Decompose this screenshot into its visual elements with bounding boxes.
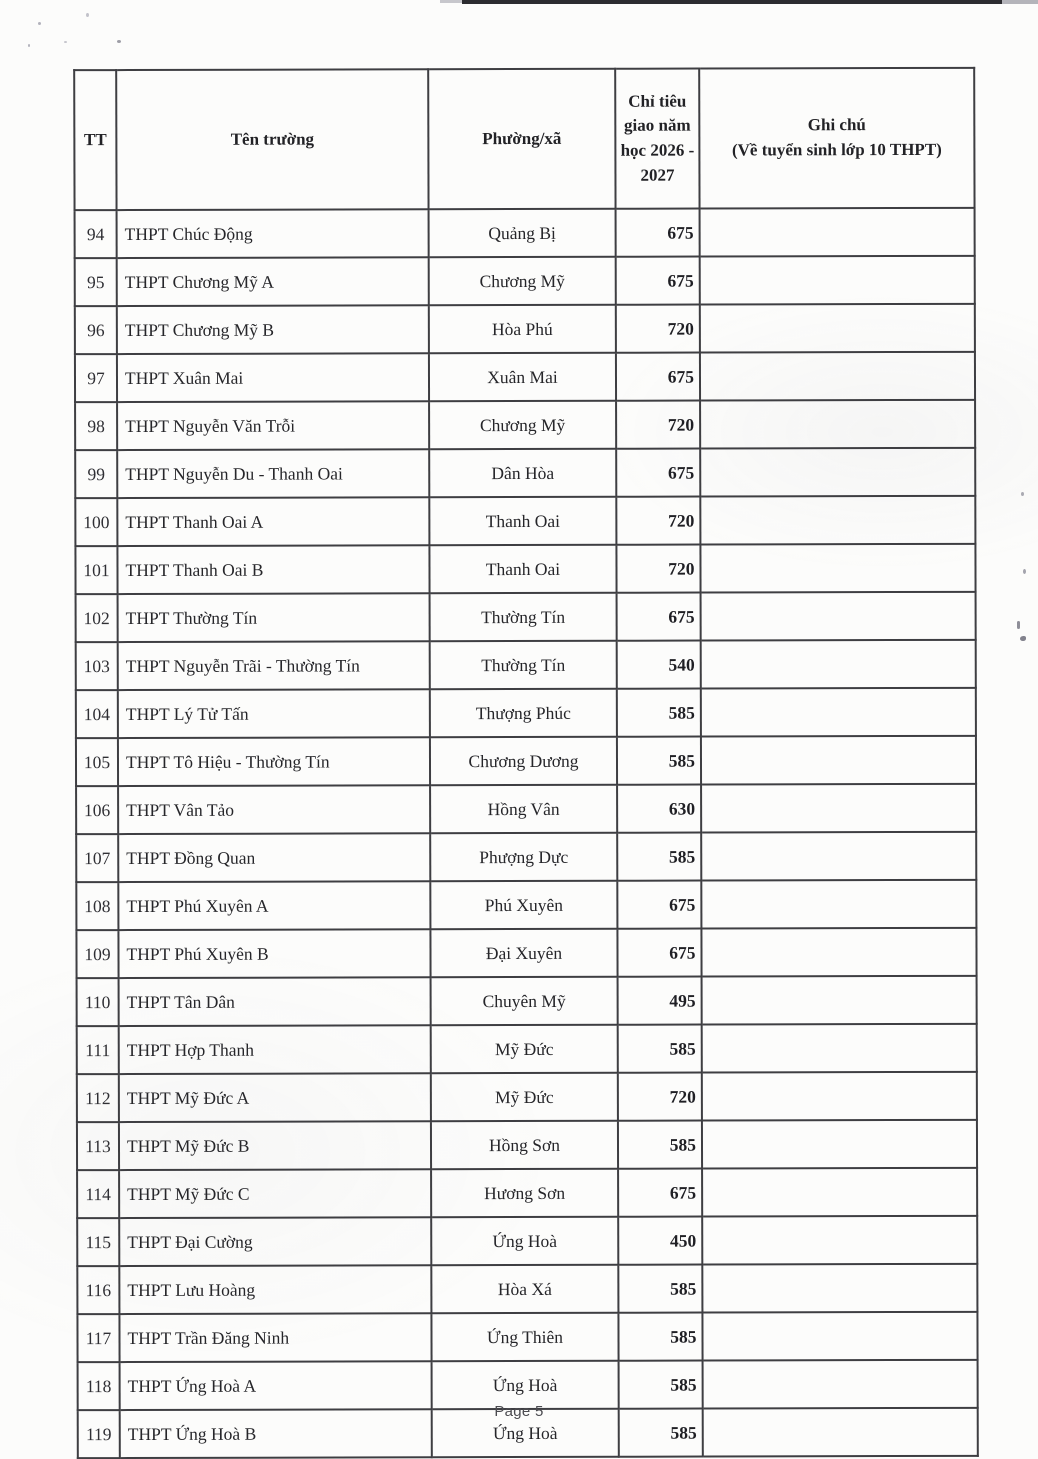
cell-school: THPT Hợp Thanh <box>119 1025 431 1074</box>
column-header-tt: TT <box>74 70 116 210</box>
cell-ward: Phú Xuyên <box>430 881 617 929</box>
cell-note <box>701 592 976 641</box>
cell-school: THPT Đồng Quan <box>118 833 430 882</box>
cell-school: THPT Phú Xuyên A <box>118 881 430 930</box>
table-row <box>76 832 976 882</box>
cell-school: THPT Chúc Động <box>117 209 429 258</box>
cell-ward: Chương Mỹ <box>429 401 616 449</box>
cell-note <box>700 544 975 593</box>
cell-tt: 105 <box>76 738 118 786</box>
cell-ward: Hồng Sơn <box>431 1121 618 1169</box>
cell-note <box>702 976 977 1025</box>
scan-artifact-top-strip-left <box>440 0 462 3</box>
table-row <box>77 1072 977 1122</box>
cell-quota: 585 <box>619 1409 703 1457</box>
cell-note <box>702 1120 977 1169</box>
table-row <box>75 544 975 594</box>
scan-artifact-top-strip <box>462 0 1002 4</box>
cell-school: THPT Thanh Oai B <box>117 545 429 594</box>
scan-speck <box>38 22 41 25</box>
table-row <box>76 928 976 978</box>
cell-tt: 110 <box>77 978 119 1026</box>
table-header-row <box>74 68 974 210</box>
scan-artifact-top-strip-right <box>1002 0 1038 4</box>
cell-quota: 585 <box>618 1313 702 1361</box>
cell-quota: 585 <box>618 1265 702 1313</box>
cell-ward: Ứng Thiên <box>431 1313 618 1361</box>
scan-speck <box>86 13 89 17</box>
cell-note <box>701 688 976 737</box>
cell-tt: 104 <box>76 690 118 738</box>
cell-quota: 585 <box>618 1121 702 1169</box>
table-row <box>75 448 975 498</box>
table-row <box>77 1264 977 1314</box>
cell-note <box>702 1024 977 1073</box>
cell-quota: 720 <box>616 305 700 353</box>
cell-quota: 630 <box>617 785 701 833</box>
cell-tt: 117 <box>77 1314 119 1362</box>
cell-quota: 720 <box>616 545 700 593</box>
cell-school: THPT Chương Mỹ A <box>117 257 429 306</box>
cell-quota: 585 <box>617 737 701 785</box>
table-row <box>77 1024 977 1074</box>
cell-quota: 675 <box>616 257 700 305</box>
cell-school: THPT Xuân Mai <box>117 353 429 402</box>
column-header-note-subtitle: (Về tuyển sinh lớp 10 THPT) <box>731 139 942 160</box>
table-row <box>76 592 976 642</box>
cell-quota: 450 <box>618 1217 702 1265</box>
cell-school: THPT Ứng Hoà A <box>120 1361 432 1410</box>
table-row <box>77 1168 977 1218</box>
table-body <box>75 208 978 1458</box>
cell-tt: 114 <box>77 1170 119 1218</box>
cell-tt: 109 <box>76 930 118 978</box>
cell-tt: 94 <box>75 210 117 258</box>
cell-tt: 118 <box>78 1362 120 1410</box>
cell-tt: 97 <box>75 354 117 402</box>
cell-school: THPT Ứng Hoà B <box>120 1409 432 1458</box>
scan-speck <box>28 44 30 47</box>
cell-quota: 585 <box>617 833 701 881</box>
cell-note <box>700 304 975 353</box>
cell-note <box>701 784 976 833</box>
column-header-ward: Phường/xã <box>428 69 615 209</box>
cell-school: THPT Thường Tín <box>118 593 430 642</box>
cell-school: THPT Mỹ Đức B <box>119 1121 431 1170</box>
cell-tt: 115 <box>77 1218 119 1266</box>
cell-quota: 585 <box>619 1361 703 1409</box>
cell-school: THPT Tô Hiệu - Thường Tín <box>118 737 430 786</box>
cell-note <box>700 256 975 305</box>
cell-note <box>700 400 975 449</box>
cell-ward: Chương Mỹ <box>429 257 616 305</box>
cell-school: THPT Mỹ Đức C <box>119 1169 431 1218</box>
cell-school: THPT Tân Dân <box>119 977 431 1026</box>
table-row <box>77 976 977 1026</box>
table-row <box>76 784 976 834</box>
cell-note <box>701 832 976 881</box>
column-header-quota: Chỉ tiêu giao năm học 2026 - 2027 <box>615 69 699 209</box>
table-header <box>74 68 974 210</box>
cell-tt: 113 <box>77 1122 119 1170</box>
scan-speck <box>1020 636 1026 641</box>
cell-note <box>700 448 975 497</box>
cell-quota: 720 <box>616 497 700 545</box>
cell-ward: Thanh Oai <box>429 545 616 593</box>
table-row <box>75 304 975 354</box>
cell-tt: 106 <box>76 786 118 834</box>
cell-school: THPT Nguyễn Du - Thanh Oai <box>117 449 429 498</box>
cell-tt: 99 <box>75 450 117 498</box>
cell-ward: Hương Sơn <box>431 1169 618 1217</box>
cell-tt: 116 <box>77 1266 119 1314</box>
cell-school: THPT Thanh Oai A <box>117 497 429 546</box>
cell-tt: 111 <box>77 1026 119 1074</box>
cell-note <box>701 928 976 977</box>
cell-tt: 103 <box>76 642 118 690</box>
cell-ward: Hòa Xá <box>431 1265 618 1313</box>
cell-quota: 675 <box>618 1169 702 1217</box>
cell-school: THPT Lý Tử Tấn <box>118 689 430 738</box>
cell-school: THPT Mỹ Đức A <box>119 1073 431 1122</box>
cell-school: THPT Phú Xuyên B <box>118 929 430 978</box>
cell-ward: Quảng Bị <box>429 209 616 257</box>
cell-ward: Phượng Dực <box>430 833 617 881</box>
cell-ward: Hồng Vân <box>430 785 617 833</box>
cell-quota: 585 <box>618 1025 702 1073</box>
cell-tt: 112 <box>77 1074 119 1122</box>
table-row <box>75 496 975 546</box>
cell-tt: 96 <box>75 306 117 354</box>
table-row <box>76 736 976 786</box>
cell-note <box>703 1360 978 1409</box>
cell-school: THPT Đại Cường <box>119 1217 431 1266</box>
cell-quota: 585 <box>617 689 701 737</box>
column-header-note-title: Ghi chú <box>807 115 866 135</box>
table-row <box>75 352 975 402</box>
scan-speck <box>117 40 121 43</box>
cell-tt: 119 <box>78 1410 120 1458</box>
column-header-school: Tên trường <box>116 69 428 210</box>
cell-school: THPT Trần Đăng Ninh <box>119 1313 431 1362</box>
table-row <box>76 880 976 930</box>
cell-school: THPT Lưu Hoàng <box>119 1265 431 1314</box>
cell-school: THPT Nguyễn Trãi - Thường Tín <box>118 641 430 690</box>
cell-ward: Đại Xuyên <box>430 929 617 977</box>
cell-tt: 102 <box>76 594 118 642</box>
cell-ward: Hòa Phú <box>429 305 616 353</box>
cell-ward: Ứng Hoà <box>432 1409 619 1457</box>
cell-tt: 107 <box>76 834 118 882</box>
cell-ward: Ứng Hoà <box>431 1217 618 1265</box>
cell-ward: Ứng Hoà <box>432 1361 619 1409</box>
cell-ward: Thường Tín <box>430 641 617 689</box>
cell-ward: Mỹ Đức <box>431 1073 618 1121</box>
cell-ward: Thường Tín <box>430 593 617 641</box>
cell-school: THPT Chương Mỹ B <box>117 305 429 354</box>
table-row <box>76 688 976 738</box>
table-row <box>77 1216 977 1266</box>
cell-quota: 675 <box>617 881 701 929</box>
cell-tt: 98 <box>75 402 117 450</box>
cell-quota: 540 <box>617 641 701 689</box>
cell-quota: 675 <box>617 929 701 977</box>
table-row <box>77 1312 977 1362</box>
cell-quota: 720 <box>618 1073 702 1121</box>
scan-speck <box>64 41 67 43</box>
cell-note <box>702 1168 977 1217</box>
cell-quota: 675 <box>616 449 700 497</box>
cell-note <box>702 1312 977 1361</box>
cell-quota: 495 <box>618 977 702 1025</box>
cell-note <box>702 1216 977 1265</box>
cell-note <box>702 1072 977 1121</box>
cell-note <box>702 1264 977 1313</box>
cell-tt: 100 <box>75 498 117 546</box>
cell-ward: Chương Dương <box>430 737 617 785</box>
cell-note <box>701 736 976 785</box>
table-row <box>75 208 975 258</box>
cell-tt: 95 <box>75 258 117 306</box>
cell-ward: Mỹ Đức <box>431 1025 618 1073</box>
table-row <box>75 256 975 306</box>
cell-ward: Thanh Oai <box>429 497 616 545</box>
cell-quota: 675 <box>616 353 700 401</box>
table-row <box>75 400 975 450</box>
cell-note <box>700 208 975 257</box>
cell-school: THPT Vân Tảo <box>118 785 430 834</box>
scan-speck <box>1017 621 1020 629</box>
scan-speck <box>1023 569 1026 574</box>
cell-ward: Xuân Mai <box>429 353 616 401</box>
page-number: Page 5 <box>494 1403 544 1420</box>
cell-note <box>701 640 976 689</box>
cell-ward: Chuyên Mỹ <box>431 977 618 1025</box>
cell-quota: 720 <box>616 401 700 449</box>
cell-ward: Thượng Phúc <box>430 689 617 737</box>
cell-ward: Dân Hòa <box>429 449 616 497</box>
cell-tt: 108 <box>76 882 118 930</box>
table-row <box>76 640 976 690</box>
cell-quota: 675 <box>617 593 701 641</box>
cell-note <box>701 880 976 929</box>
cell-quota: 675 <box>616 209 700 257</box>
scan-speck <box>1021 492 1024 496</box>
table-row <box>77 1120 977 1170</box>
cell-tt: 101 <box>75 546 117 594</box>
cell-school: THPT Nguyễn Văn Trỗi <box>117 401 429 450</box>
cell-note <box>700 496 975 545</box>
column-header-note <box>699 68 974 209</box>
cell-note <box>700 352 975 401</box>
enrollment-quota-table <box>73 67 979 1459</box>
